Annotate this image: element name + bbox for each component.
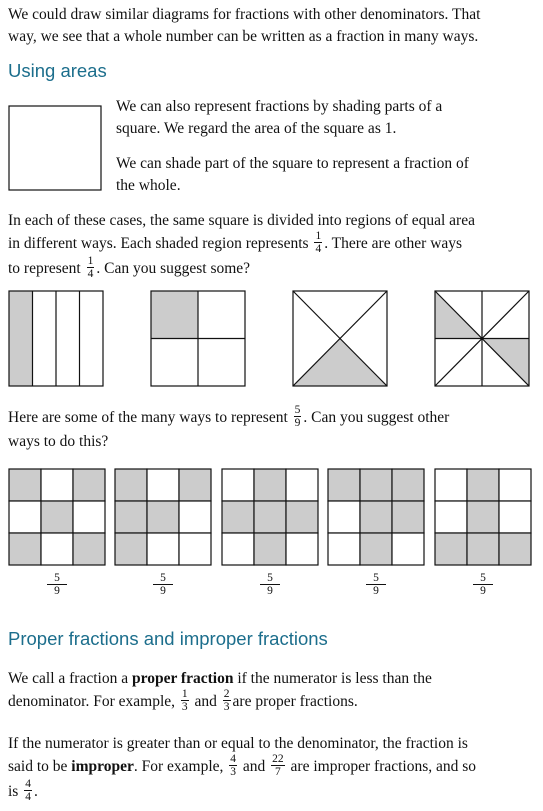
- cases-line-2a: in different ways. Each shaded region represents: [8, 235, 309, 253]
- proper-line-1a: We call a fraction a: [8, 670, 132, 687]
- fraction-numerator: 5: [366, 572, 386, 585]
- grid-fraction-label: [153, 572, 173, 597]
- unshaded-cell: [435, 469, 467, 501]
- shaded-strip: [9, 291, 32, 386]
- cases-line-3b: . Can you suggest some?: [96, 260, 251, 278]
- improper-line-3b: .: [33, 783, 38, 801]
- shaded-cell: [73, 469, 105, 501]
- areas-p1-line-2: square. We regard the area of the square as 1.: [116, 120, 397, 137]
- improper-paragraph: [8, 733, 536, 805]
- shaded-cell: [41, 501, 73, 533]
- fraction-four-thirds: [229, 753, 237, 778]
- shaded-cell: [467, 501, 499, 533]
- shaded-cell: [286, 501, 318, 533]
- shaded-cell: [115, 469, 147, 501]
- section-heading-proper-improper: Proper fractions and improper fractions: [8, 628, 328, 649]
- fraction-numerator: 2: [223, 688, 230, 700]
- cases-paragraph: [8, 210, 536, 282]
- improper-line-1: If the numerator is greater than or equal to the denominator, the fraction is: [8, 735, 468, 752]
- areas-paragraph-2: [116, 153, 536, 197]
- shaded-cell: [254, 533, 286, 565]
- unshaded-cell: [392, 533, 424, 565]
- shaded-cell: [467, 533, 499, 565]
- proper-line-2b: are proper fractions.: [232, 693, 358, 711]
- ninths-line-1b: . Can you suggest other: [303, 409, 450, 427]
- fraction-five-ninths: [294, 404, 302, 429]
- fraction-numerator: 5: [260, 572, 280, 585]
- fraction-denominator: 9: [54, 585, 60, 597]
- areas-paragraph-1: [116, 96, 536, 140]
- fraction-numerator: 22: [272, 753, 284, 765]
- fraction-numerator: 1: [87, 255, 94, 267]
- shaded-cell: [254, 501, 286, 533]
- fraction-one-quarter: [314, 230, 322, 255]
- improper-term: improper: [71, 758, 134, 776]
- unshaded-cell: [9, 501, 41, 533]
- fraction-numerator: 5: [473, 572, 493, 585]
- grid-fraction-label: [473, 572, 493, 597]
- intro-paragraph: [8, 4, 536, 48]
- fraction-denominator: 4: [87, 268, 94, 280]
- fraction-denominator: 3: [181, 701, 188, 713]
- improper-line-3a: is: [8, 783, 19, 801]
- unshaded-cell: [499, 501, 531, 533]
- quarter-diagram-vertical-strips: [8, 290, 104, 387]
- fraction-one-quarter: [87, 255, 95, 280]
- shaded-cell: [360, 533, 392, 565]
- grid-fraction-label: [260, 572, 280, 597]
- unshaded-cell: [179, 533, 211, 565]
- fraction-numerator: 4: [230, 753, 237, 765]
- fraction-denominator: 9: [160, 585, 166, 597]
- unshaded-cell: [41, 469, 73, 501]
- improper-line-2b: . For example,: [133, 758, 224, 776]
- shaded-cell: [115, 533, 147, 565]
- fraction-two-thirds: [223, 688, 231, 713]
- fraction-denominator: 3: [230, 766, 237, 778]
- improper-line-2a: said to be: [8, 758, 72, 776]
- fraction-one-third: [181, 688, 189, 713]
- shaded-cell: [222, 501, 254, 533]
- cases-line-3a: to represent: [8, 260, 81, 278]
- unshaded-cell: [222, 469, 254, 501]
- areas-p1-line-1: We can also represent fractions by shading parts of a: [116, 98, 443, 115]
- grid-fraction-label: [47, 572, 67, 597]
- unshaded-cell: [222, 533, 254, 565]
- fraction-twenty-two-sevenths: [271, 753, 285, 778]
- fraction-numerator: 1: [315, 230, 322, 242]
- unshaded-cell: [179, 501, 211, 533]
- shaded-cell: [360, 501, 392, 533]
- fraction-four-quarters: [24, 778, 32, 803]
- quarter-diagram-four-squares: [150, 290, 246, 387]
- intro-line-1: We could draw similar diagrams for fractions with other denominators. That: [8, 6, 481, 23]
- shaded-cell: [392, 501, 424, 533]
- intro-line-2: way, we see that a whole number can be written as a fraction in many ways.: [8, 28, 479, 45]
- fraction-denominator: 4: [25, 791, 31, 803]
- shaded-cell: [435, 533, 467, 565]
- shaded-cell: [467, 469, 499, 501]
- proper-paragraph: [8, 668, 536, 715]
- shaded-cell: [499, 533, 531, 565]
- blank-square: [9, 106, 101, 190]
- shaded-cell: [115, 501, 147, 533]
- improper-and: and: [242, 758, 266, 776]
- shaded-cell: [73, 533, 105, 565]
- blank-square-diagram: [8, 105, 102, 191]
- nine-cell-grid: [8, 468, 106, 566]
- unshaded-cell: [286, 469, 318, 501]
- nine-cell-grid: [327, 468, 425, 566]
- fraction-denominator: 9: [373, 585, 379, 597]
- unshaded-cell: [147, 469, 179, 501]
- section-heading-using-areas: Using areas: [8, 60, 107, 81]
- shaded-cell: [147, 501, 179, 533]
- areas-p2-line-2: the whole.: [116, 177, 181, 194]
- unshaded-cell: [286, 533, 318, 565]
- cases-line-2b: . There are other ways: [324, 235, 463, 253]
- ninths-line-2: ways to do this?: [8, 433, 109, 450]
- nine-cell-grid: [114, 468, 212, 566]
- fraction-numerator: 5: [153, 572, 173, 585]
- shaded-cell: [179, 469, 211, 501]
- cases-line-1: In each of these cases, the same square is divided into regions of equal area: [8, 212, 475, 229]
- shaded-cell: [392, 469, 424, 501]
- quarter-diagram-diagonal-triangles: [292, 290, 388, 387]
- shaded-cell: [9, 533, 41, 565]
- shaded-cell: [9, 469, 41, 501]
- fraction-numerator: 5: [47, 572, 67, 585]
- ninths-line-1a: Here are some of the many ways to represent: [8, 409, 288, 427]
- unshaded-cell: [73, 501, 105, 533]
- unshaded-cell: [41, 533, 73, 565]
- unshaded-cell: [328, 533, 360, 565]
- improper-line-2c: are improper fractions, and so: [290, 758, 477, 776]
- fraction-denominator: 9: [267, 585, 273, 597]
- nine-cell-grid: [221, 468, 319, 566]
- fraction-denominator: 3: [223, 701, 230, 713]
- proper-and: and: [194, 693, 217, 711]
- fraction-numerator: 5: [294, 404, 301, 416]
- fraction-denominator: 9: [480, 585, 486, 597]
- unshaded-cell: [328, 501, 360, 533]
- quarter-diagram-eight-triangles: [434, 290, 530, 387]
- shaded-triangle: [293, 339, 387, 387]
- fraction-numerator: 1: [181, 688, 188, 700]
- proper-fraction-term: proper fraction: [131, 670, 234, 687]
- fraction-denominator: 9: [294, 417, 301, 429]
- proper-line-2a: denominator. For example,: [8, 693, 176, 711]
- nine-cell-grid: [434, 468, 532, 566]
- unshaded-cell: [499, 469, 531, 501]
- shaded-quadrant: [151, 291, 198, 339]
- proper-line-1b: if the numerator is less than the: [233, 670, 432, 687]
- grid-fraction-label: [366, 572, 386, 597]
- shaded-cell: [254, 469, 286, 501]
- areas-p2-line-1: We can shade part of the square to represent a fraction of: [116, 155, 469, 172]
- unshaded-cell: [147, 533, 179, 565]
- ninths-paragraph: [8, 406, 536, 453]
- fraction-denominator: 4: [315, 243, 322, 255]
- unshaded-cell: [435, 501, 467, 533]
- shaded-cell: [360, 469, 392, 501]
- shaded-cell: [328, 469, 360, 501]
- fraction-denominator: 7: [275, 766, 281, 778]
- fraction-numerator: 4: [25, 778, 31, 790]
